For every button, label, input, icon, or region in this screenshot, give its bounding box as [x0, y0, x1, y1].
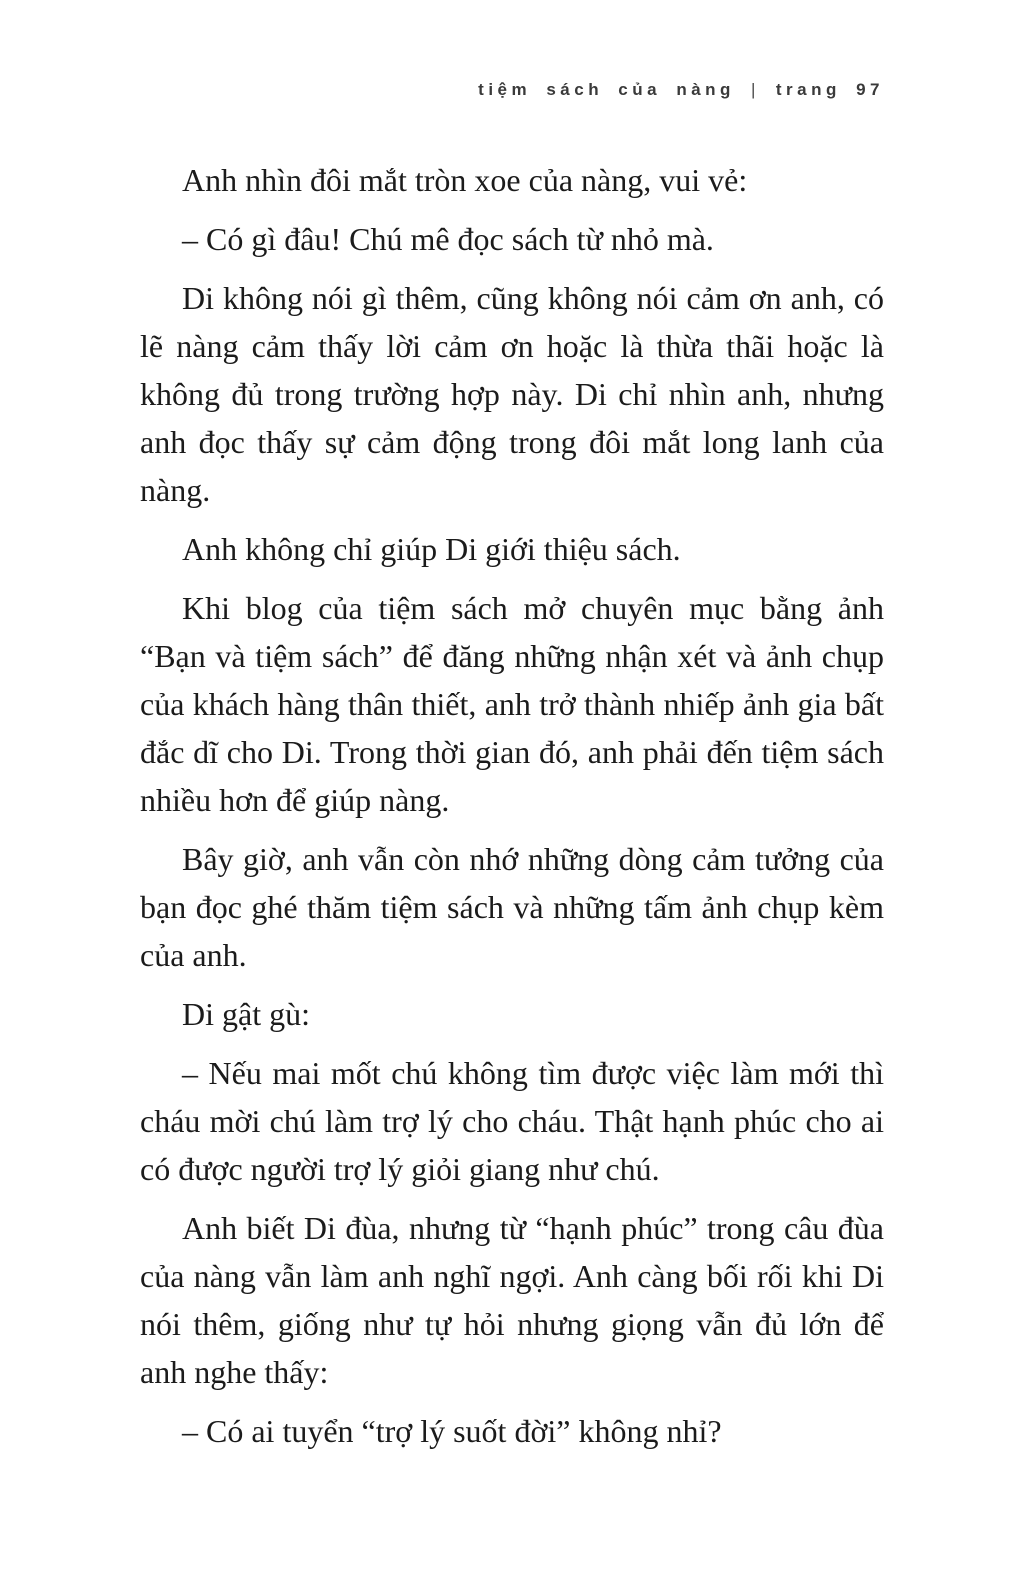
page-number-label: trang 97: [775, 80, 884, 99]
header-divider: |: [750, 80, 760, 99]
paragraph-narration: Anh nhìn đôi mắt tròn xoe của nàng, vui vẻ:: [182, 162, 748, 198]
running-header: [140, 80, 884, 100]
paragraph-dialogue: – Có ai tuyển “trợ lý suốt đời” không nhỉ?: [182, 1413, 722, 1449]
paragraph-narration: Anh không chỉ giúp Di giới thiệu sách.: [182, 531, 681, 567]
book-title: tiệm sách của nàng: [478, 80, 735, 99]
paragraph-narration: Bây giờ, anh vẫn còn nhớ những dòng cảm tưởng của bạn đọc ghé thăm tiệm sách và những tấm ảnh chụp kèm của anh.: [140, 841, 884, 973]
page-content: [140, 156, 884, 1455]
paragraph-dialogue: – Có gì đâu! Chú mê đọc sách từ nhỏ mà.: [182, 221, 714, 257]
paragraph-dialogue: – Nếu mai mốt chú không tìm được việc làm mới thì cháu mời chú làm trợ lý cho cháu. Thật hạnh phúc cho ai có được người trợ lý giỏi giang như chú.: [140, 1055, 884, 1187]
paragraph-narration: Di không nói gì thêm, cũng không nói cảm ơn anh, có lẽ nàng cảm thấy lời cảm ơn hoặc là thừa thãi hoặc là không đủ trong trường hợp này. Di chỉ nhìn anh, nhưng anh đọc thấy sự cảm động trong đôi mắt long lanh của nàng.: [140, 280, 884, 508]
paragraph-narration: Anh biết Di đùa, nhưng từ “hạnh phúc” trong câu đùa của nàng vẫn làm anh nghĩ ngợi. Anh càng bối rối khi Di nói thêm, giống như tự hỏi nhưng giọng vẫn đủ lớn để anh nghe thấy:: [140, 1210, 884, 1390]
paragraph-narration: Khi blog của tiệm sách mở chuyên mục bằng ảnh “Bạn và tiệm sách” để đăng những nhận xét và ảnh chụp của khách hàng thân thiết, anh trở thành nhiếp ảnh gia bất đắc dĩ cho Di. Trong thời gian đó, anh phải đến tiệm sách nhiều hơn để giúp nàng.: [140, 590, 884, 818]
paragraph-narration: Di gật gù:: [182, 996, 310, 1032]
